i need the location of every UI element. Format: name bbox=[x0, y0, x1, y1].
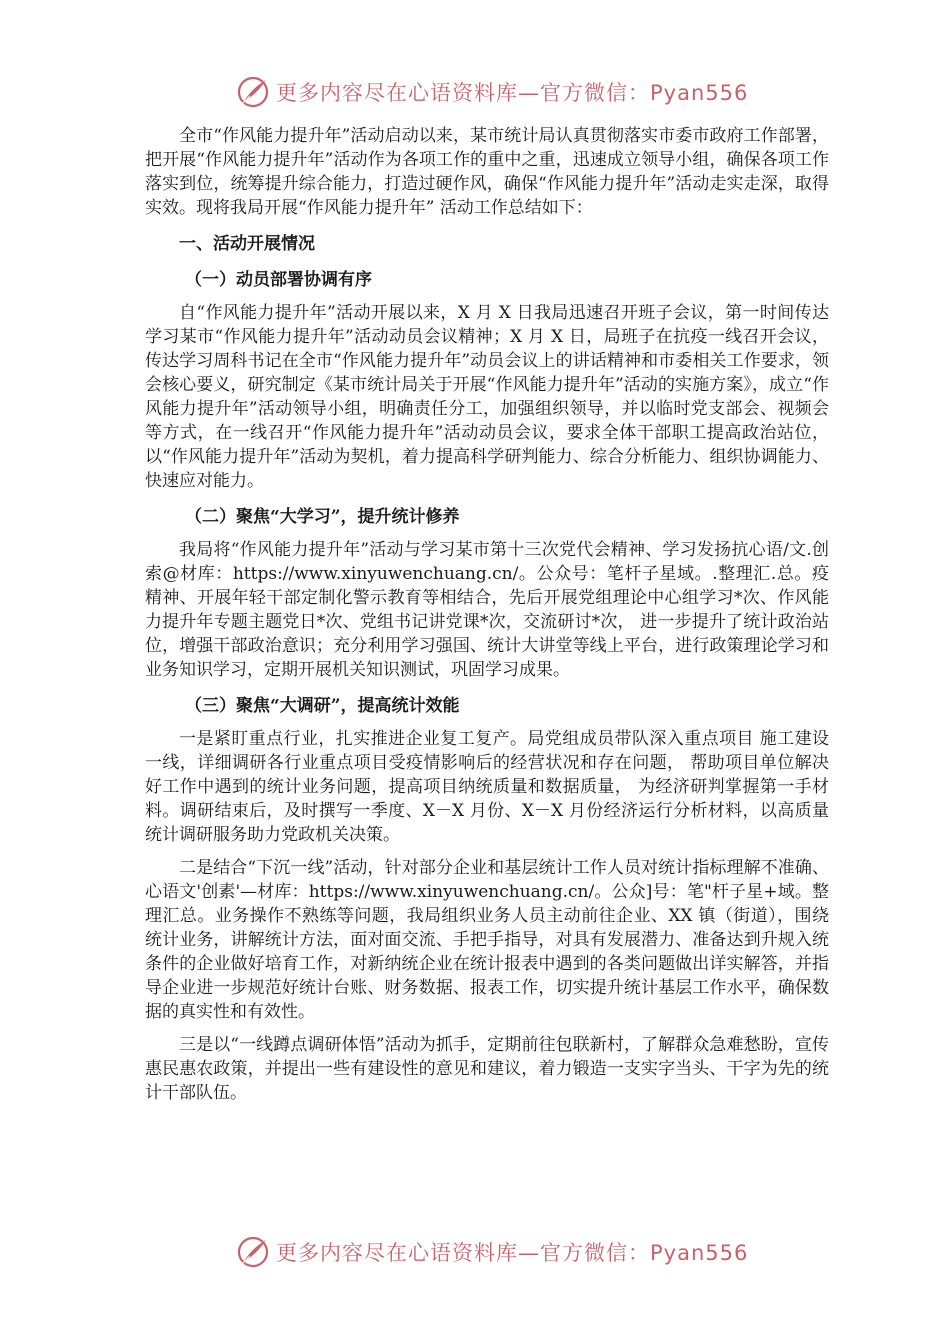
paragraph-5: 三是以“一线蹲点调研体悟”活动为抓手，定期前往包联新村，了解群众急难愁盼，宣传惠民惠农政策，并提出一些有建设性的意见和建议，着力锻造一支实字当头、干字为先的统计干部队伍。 bbox=[145, 1035, 829, 1103]
subsection-heading-3: （三）聚焦“大调研”，提高统计效能 bbox=[185, 696, 460, 716]
banner-text: 更多内容尽在心语资料库—官方微信：Pyan556 bbox=[276, 1241, 749, 1265]
section-heading: 一、活动开展情况 bbox=[179, 234, 315, 254]
feather-logo-icon bbox=[236, 1235, 270, 1269]
feather-logo-icon bbox=[236, 75, 270, 109]
banner-text: 更多内容尽在心语资料库—官方微信：Pyan556 bbox=[276, 81, 749, 105]
document-body bbox=[145, 124, 829, 1105]
paragraph-2: 我局将“作风能力提升年”活动与学习某市第十三次党代会精神、学习发扬抗心语/文.创索@材库：https://www.xinyuwenchuang.cn/。公众号：笔杆子星域。.整理汇.总。疫精神、开展年轻干部定制化警示教育等相结合，先后开展党组理论中心组学习*次、作风能力提升年专题主题党日*次、党组书记讲党课*次，交流研讨*次， 进一步提升了统计政治站位，增强干部政治意识；充分利用学习强国、统计大讲堂等线上平台，进行政策理论学习和业务知识学习，定期开展机关知识测试，巩固学习成果。 bbox=[145, 540, 829, 680]
intro-paragraph: 全市“作风能力提升年”活动启动以来，某市统计局认真贯彻落实市委市政府工作部署，把开展“作风能力提升年”活动作为各项工作的重中之重，迅速成立领导小组，确保各项工作落实到位，统筹提升综合能力，打造过硬作风，确保“作风能力提升年”活动走实走深，取得实效。现将我局开展“作风能力提升年” 活动工作总结如下： bbox=[145, 126, 829, 218]
subsection-heading-1: （一）动员部署协调有序 bbox=[185, 270, 372, 290]
subsection-heading-2: （二）聚焦“大学习”，提升统计修养 bbox=[185, 507, 460, 527]
paragraph-3: 一是紧盯重点行业，扎实推进企业复工复产。局党组成员带队深入重点项目 施工建设一线，详细调研各行业重点项目受疫情影响后的经营状况和存在问题， 帮助项目单位解决好工作中遇到的统计业务问题，提高项目纳统质量和数据质量， 为经济研判掌握第一手材料。调研结束后，及时撰写一季度、X－X 月份、X－X 月份经济运行分析材料，以高质量统计调研服务助力党政机关决策。 bbox=[145, 729, 829, 845]
footer-banner bbox=[236, 1232, 748, 1272]
paragraph-4: 二是结合“下沉一线”活动，针对部分企业和基层统计工作人员对统计指标理解不准确、心语文'创素'—材库：https://www.xinyuwenchuang.cn/。公众]号：笔"杆子星+域。整理汇总。业务操作不熟练等问题，我局组织业务人员主动前往企业、XX 镇（街道），围绕统计业务，讲解统计方法，面对面交流、手把手指导，对具有发展潜力、准备达到升规入统条件的企业做好培育工作，对新纳统企业在统计报表中遇到的各类问题做出详实解答，并指导企业进一步规范好统计台账、财务数据、报表工作，切实提升统计基层工作水平，确保数据的真实性和有效性。 bbox=[145, 858, 829, 1022]
header-banner bbox=[236, 72, 748, 112]
paragraph-1: 自“作风能力提升年”活动开展以来，X 月 X 日我局迅速召开班子会议，第一时间传达学习某市“作风能力提升年”活动动员会议精神；X 月 X 日，局班子在抗疫一线召开会议，传达学习周科书记在全市“作风能力提升年”动员会议上的讲话精神和市委相关工作要求，领会核心要义，研究制定《某市统计局关于开展“作风能力提升年”活动的实施方案》，成立“作风能力提升年”活动领导小组，明确责任分工，加强组织领导，并以临时党支部会、视频会等方式，在一线召开“作风能力提升年”活动动员会议，要求全体干部职工提高政治站位， 以“作风能力提升年”活动为契机，着力提高科学研判能力、综合分析能力、组织协调能力、快速应对能力。 bbox=[145, 303, 829, 491]
